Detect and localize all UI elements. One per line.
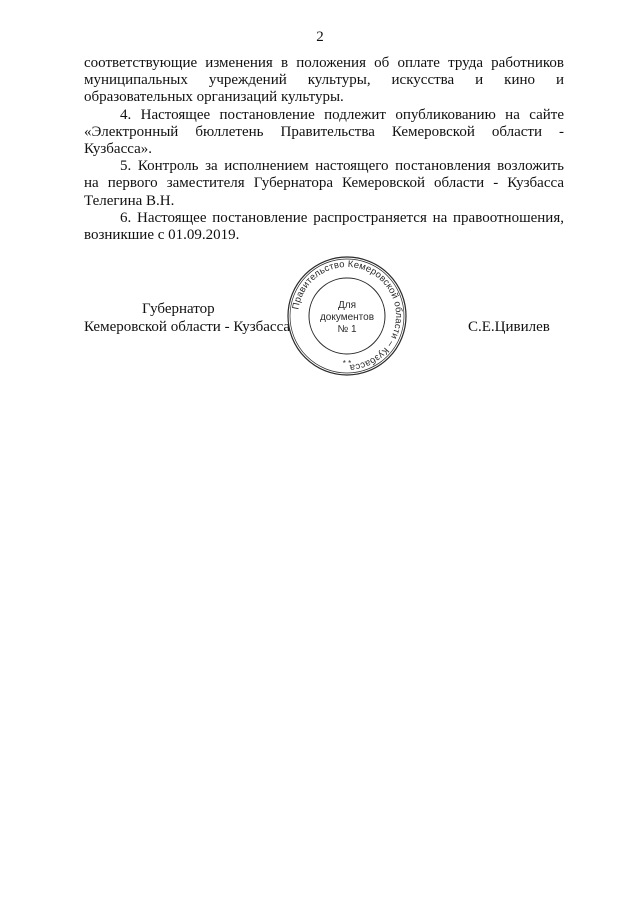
page-number: 2 [316,29,324,45]
paragraph-continuation: соответствующие изменения в положения об оплате труда работников муниципальных учреждений культуры, искусства и кино и образовательных организаций культуры. [84,55,564,106]
signatory-title-line1: Губернатор [142,301,215,317]
paragraph-4: 4. Настоящее постановление подлежит опубликованию на сайте «Электронный бюллетень Правительства Кемеровской области - Кузбасса». [84,106,564,158]
stamp-center-line2: документов [319,312,375,323]
paragraph-5: 5. Контроль за исполнением настоящего постановления возложить на первого заместителя Губернатора Кемеровской области - Кузбасса Телегина В.Н. [84,158,564,209]
stamp-ring-label: Правительство Кемеровской области – Кузбасса [289,257,406,374]
stamp-stars: * * [342,359,352,368]
stamp-center-line3: № 1 [337,324,357,335]
decree-body [84,55,564,244]
paragraph-6: 6. Настоящее постановление распространяется на правоотношения, возникшие с 01.09.2019. [84,209,564,244]
signatory-title-line2: Кемеровской области - Кузбасса [84,319,291,335]
signatory-name: С.Е.Цивилев [468,319,550,335]
stamp-center-line1: Для [337,300,357,311]
stamp-graphic [285,254,409,378]
official-stamp [285,254,409,378]
